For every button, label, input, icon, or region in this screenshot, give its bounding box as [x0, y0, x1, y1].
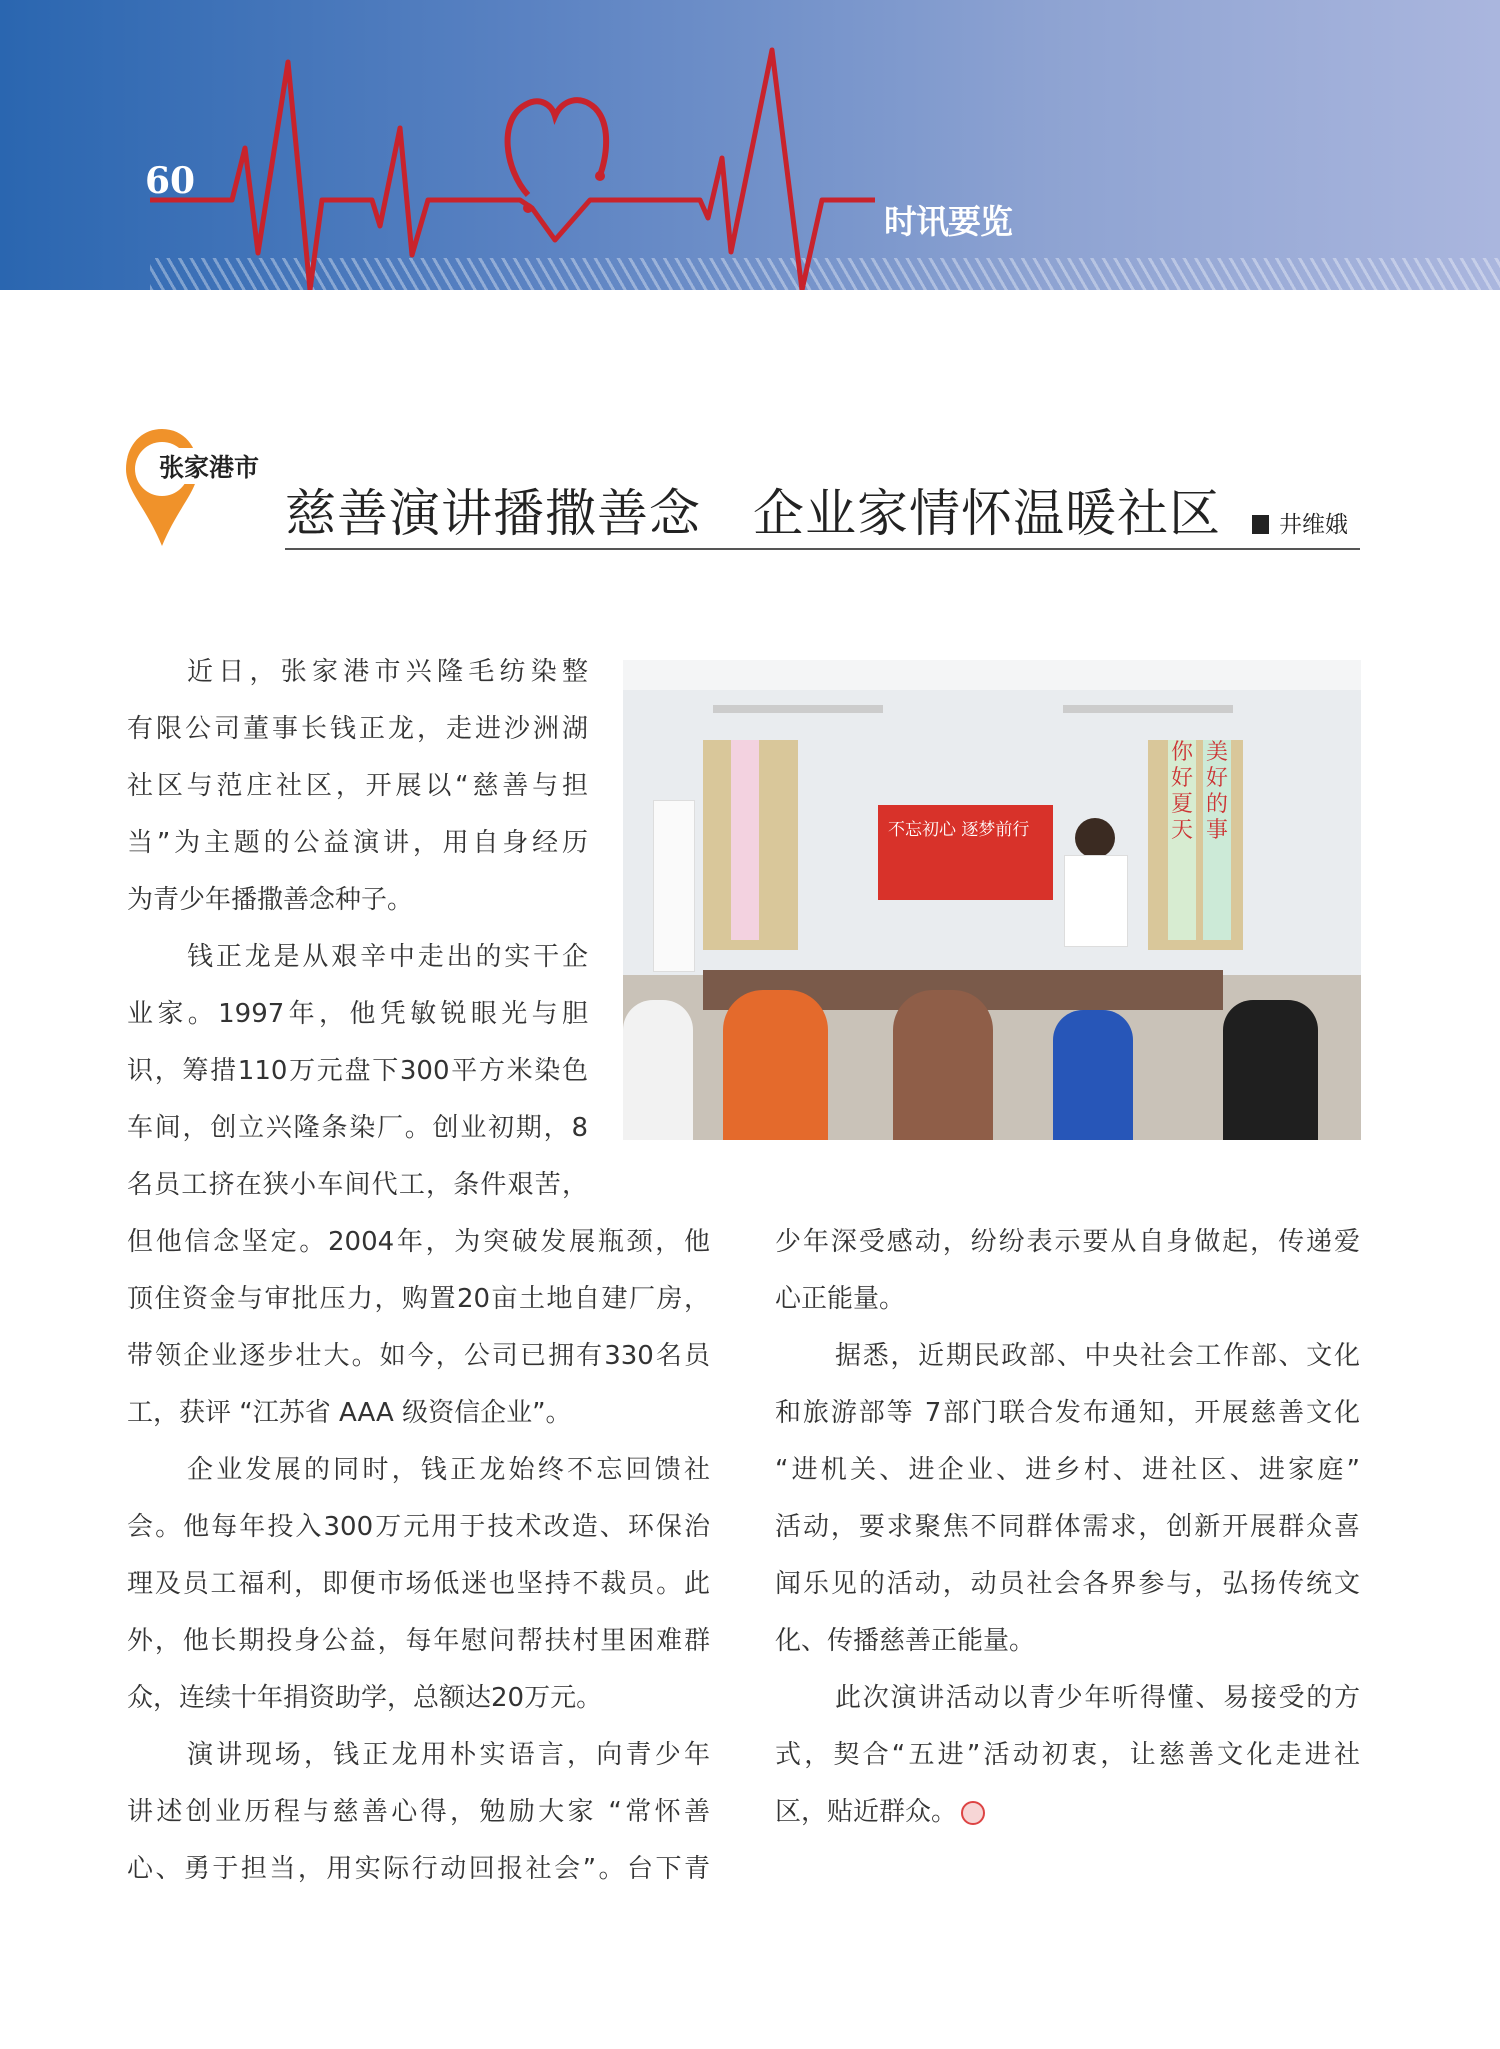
body-text-line: 名员工挤在狭小车间代工，条件艰苦，: [127, 1170, 588, 1200]
body-text-line: 外，他长期投身公益，每年慰问帮扶村里困难群: [127, 1626, 710, 1656]
body-text-line: 心、勇于担当，用实际行动回报社会”。台下青: [127, 1854, 710, 1884]
body-text-line: 识，筹措110万元盘下300平方米染色: [127, 1056, 588, 1086]
page-number: 60: [145, 160, 196, 202]
heartbeat-line-icon: [0, 0, 1500, 290]
body-text-line: 和旅游部等 7部门联合发布通知，开展慈善文化: [775, 1398, 1360, 1428]
end-mark-icon: [961, 1801, 985, 1825]
body-text-line: 会。他每年投入300万元用于技术改造、环保治: [127, 1512, 710, 1542]
body-text-line: 理及员工福利，即便市场低迷也坚持不裁员。此: [127, 1569, 710, 1599]
body-text-line: 讲述创业历程与慈善心得，勉励大家 “常怀善: [127, 1797, 710, 1827]
body-text-line: “进机关、进企业、进乡村、进社区、进家庭”: [775, 1455, 1360, 1485]
section-title: 时讯要览: [884, 202, 1012, 241]
body-text-line: 近日，张家港市兴隆毛纺染整: [187, 657, 588, 687]
body-text-line: 闻乐见的活动，动员社会各界参与，弘扬传统文: [775, 1569, 1360, 1599]
body-text-line: 式，契合“五进”活动初衷，让慈善文化走进社: [775, 1740, 1360, 1770]
location-pin-icon: [122, 425, 202, 550]
banner-right: 美好的事: [1203, 740, 1231, 940]
body-text-line: 企业发展的同时，钱正龙始终不忘回馈社: [187, 1455, 710, 1485]
body-text-line: 当”为主题的公益演讲，用自身经历: [127, 828, 588, 858]
body-text-line: 化、传播慈善正能量。: [775, 1626, 1036, 1656]
screen-text: 不忘初心 逐梦前行: [878, 805, 1053, 900]
body-text-line: 钱正龙是从艰辛中走出的实干企: [187, 942, 588, 972]
body-text-line: 演讲现场，钱正龙用朴实语言，向青少年: [187, 1740, 710, 1770]
body-text-line: 众，连续十年捐资助学，总额达20万元。: [127, 1683, 603, 1713]
title-divider: [285, 548, 1360, 550]
body-text-line: 据悉，近期民政部、中央社会工作部、文化: [835, 1341, 1360, 1371]
speaker-head: [1075, 818, 1115, 858]
body-text-line: 为青少年播撒善念种子。: [127, 885, 414, 915]
banner-left: 你好夏天: [1168, 740, 1196, 940]
body-text-line: 工，获评 “江苏省 AAA 级资信企业”。: [127, 1398, 572, 1428]
body-text-line: 少年深受感动，纷纷表示要从自身做起，传递爱: [775, 1227, 1360, 1257]
body-text-line: 车间，创立兴隆条染厂。创业初期，8: [127, 1113, 588, 1143]
speaker-body: [1064, 855, 1128, 947]
body-text-line: 活动，要求聚焦不同群体需求，创新开展群众喜: [775, 1512, 1360, 1542]
body-text-line: 区，贴近群众。: [775, 1784, 1360, 1841]
body-text-line: 社区与范庄社区，开展以“慈善与担: [127, 771, 588, 801]
region-label: 张家港市: [157, 448, 261, 484]
event-photo: [623, 660, 1361, 1140]
page-header-banner: [0, 0, 1500, 290]
body-text-line: 业家。1997年，他凭敏锐眼光与胆: [127, 999, 588, 1029]
body-text-line: 但他信念坚定。2004年，为突破发展瓶颈，他: [127, 1227, 710, 1257]
body-text-line: 心正能量。: [775, 1284, 906, 1314]
square-bullet-icon: [1252, 515, 1269, 534]
author-byline: [1252, 506, 1348, 539]
article-title: 慈善演讲播撒善念 企业家情怀温暖社区: [285, 485, 1222, 544]
body-text-line: 此次演讲活动以青少年听得懂、易接受的方: [835, 1683, 1360, 1713]
body-text-line: 带领企业逐步壮大。如今，公司已拥有330名员: [127, 1341, 710, 1371]
body-text-line: 有限公司董事长钱正龙，走进沙洲湖: [127, 714, 588, 744]
body-text-line: 顶住资金与审批压力，购置20亩土地自建厂房，: [127, 1284, 710, 1314]
author-name: 井维娥: [1279, 512, 1348, 538]
